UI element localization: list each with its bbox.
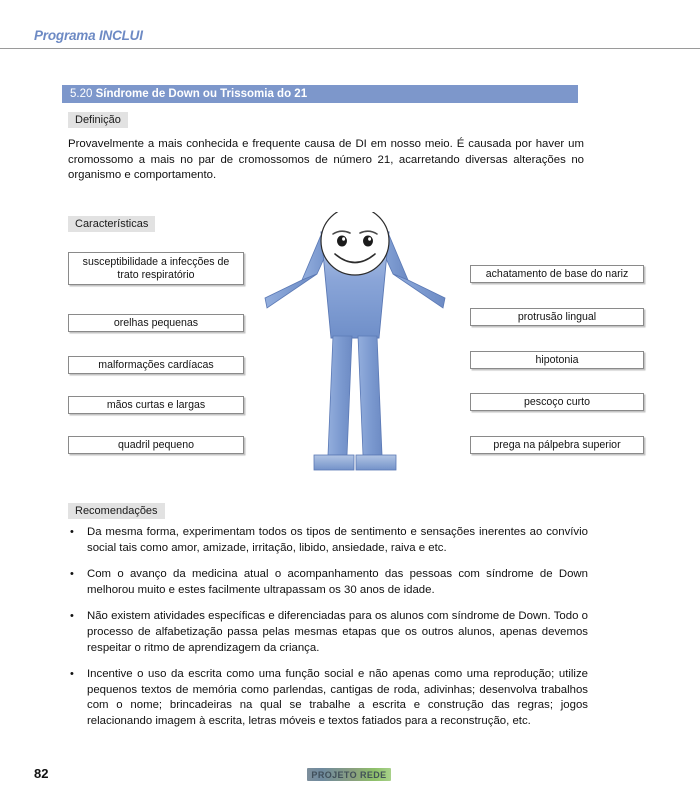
characteristic-box-left-1: susceptibilidade a infecções de trato respiratório xyxy=(68,252,244,285)
recommendation-item xyxy=(68,525,588,556)
characteristic-box-left-4: mãos curtas e largas xyxy=(68,396,244,414)
figure-right-leg xyxy=(358,336,382,455)
recommendation-text: Não existem atividades específicas e diferenciadas para os alunos com síndrome de Down. Todo o processo de alfabetização passa pelas mesmas etapas que os outros alunos, apenas devemos respeitar o ritmo de aprendizagem da criança. xyxy=(87,610,588,654)
projeto-rede-logo-text: PROJETO REDE xyxy=(311,769,387,780)
running-header-title: Programa INCLUI xyxy=(34,28,143,43)
bullet-glyph: • xyxy=(70,526,74,538)
bullet-glyph: • xyxy=(70,568,74,581)
characteristic-box-right-1: achatamento de base do nariz xyxy=(470,265,644,283)
projeto-rede-logo xyxy=(307,768,391,781)
human-body-diagram xyxy=(255,212,455,482)
characteristic-box-right-5: prega na pálpebra superior xyxy=(470,436,644,454)
characteristic-box-left-2: orelhas pequenas xyxy=(68,314,244,332)
section-title: Síndrome de Down ou Trissomia do 21 xyxy=(95,88,308,100)
label-caracteristicas: Características xyxy=(68,216,155,232)
figure-left-leg xyxy=(328,336,352,455)
section-title-bar xyxy=(62,85,578,103)
figure-right-foot xyxy=(356,455,396,470)
recommendation-item xyxy=(68,609,588,656)
label-recomendacoes: Recomendações xyxy=(68,503,165,519)
recommendations-list xyxy=(68,525,588,741)
characteristic-box-left-3: malformações cardíacas xyxy=(68,356,244,374)
figure-head xyxy=(321,212,389,275)
section-number: 5.20 xyxy=(70,88,96,100)
characteristic-box-left-5: quadril pequeno xyxy=(68,436,244,454)
bullet-glyph: • xyxy=(70,610,74,623)
recommendation-item xyxy=(68,567,588,598)
header-divider-rule xyxy=(0,48,700,49)
recommendation-text: Com o avanço da medicina atual o acompanhamento das pessoas com síndrome de Down melhorou muito e estes facilmente ultrapassam os 30 anos de idade. xyxy=(87,568,588,596)
label-definicao: Definição xyxy=(68,112,128,128)
recommendation-text: Incentive o uso da escrita como uma função social e não apenas como uma reprodução; utilize pequenos textos de memória como parlendas, cantigas de roda, adivinhas; desenvolva trabalhos com o nome; brincadeiras na qual se trabalhe a escrita e construção das regras; jogos relacionando imagem à escrita, letras móveis e textos fatiados para a reconstrução, etc. xyxy=(87,668,588,727)
characteristic-box-right-2: protrusão lingual xyxy=(470,308,644,326)
page-number: 82 xyxy=(34,766,49,781)
recommendation-item xyxy=(68,667,588,729)
characteristic-box-right-4: pescoço curto xyxy=(470,393,644,411)
bullet-glyph: • xyxy=(70,668,74,681)
definition-paragraph: Provavelmente a mais conhecida e frequente causa de DI em nosso meio. É causada por haver um cromossomo a mais no par de cromossomos de número 21, acarretando diversas alterações no organismo e comportamento. xyxy=(68,138,584,182)
characteristic-box-right-3: hipotonia xyxy=(470,351,644,369)
recommendation-text: Da mesma forma, experimentam todos os tipos de sentimento e sensações inerentes ao convívio social tais como amor, amizade, irritação, libido, ansiedade, raiva e etc. xyxy=(87,526,588,554)
figure-left-foot xyxy=(314,455,354,470)
